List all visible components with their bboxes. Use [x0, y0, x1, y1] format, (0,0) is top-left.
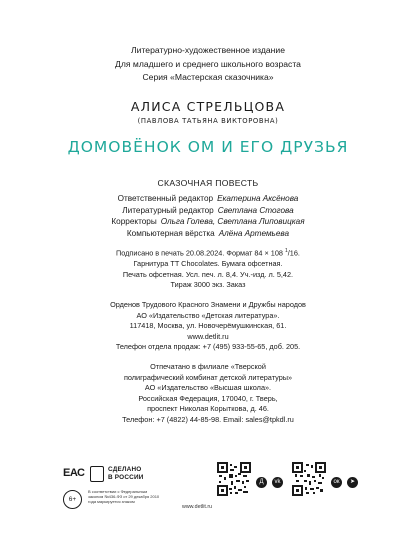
publisher-info — [0, 300, 416, 342]
eac-mark-icon: ЕАС — [63, 467, 85, 479]
credits-block — [0, 193, 416, 239]
print-info — [0, 246, 416, 291]
credit-name: Ольга Голева, Светлана Липовицкая — [160, 217, 305, 226]
book-title: ДОМОВЁНОК ОМ И ЕГО ДРУЗЬЯ — [67, 138, 349, 156]
printer-address: проспект Николая Корыткова, д. 46. — [147, 404, 269, 414]
publisher-name: АО «Издательство «Детская литература». — [136, 310, 280, 320]
ok-icon[interactable]: ок — [331, 477, 342, 488]
printer-contacts: Телефон: +7 (4822) 44-85-98. Email: sales@tpkdl.ru — [122, 414, 294, 424]
made-in-russia-logo: СДЕЛАНО В РОССИИ — [90, 466, 146, 484]
vk-icon[interactable]: vk — [272, 477, 283, 488]
author-real-name: (ПАВЛОВА ТАТЬЯНА ВИКТОРОВНА) — [137, 117, 279, 125]
printer-line: Отпечатано в филиале «Тверской — [150, 362, 266, 371]
publisher-address: 117418, Москва, ул. Новочерёмушкинская, 61. — [129, 321, 287, 331]
footer-website-link[interactable]: www.detlit.ru — [182, 504, 213, 510]
print-run-line: Тираж 3000 экз. Заказ — [170, 280, 246, 290]
credit-role: Литературный редактор — [122, 205, 214, 215]
telegram-dzen-icon[interactable]: Д — [256, 477, 267, 488]
credit-name: Светлана Стогова — [217, 205, 294, 215]
credit-role: Корректоры — [111, 217, 157, 226]
telegram-icon[interactable]: ➤ — [347, 477, 358, 488]
qr-code-icon[interactable] — [217, 462, 251, 496]
credit-row — [0, 205, 416, 217]
sales-phone: Телефон отдела продаж: +7 (495) 933-55-65, доб. 205. — [115, 342, 301, 351]
printer-line: АО «Издательство «Высшая школа». — [144, 383, 272, 393]
credit-role: Ответственный редактор — [117, 194, 214, 203]
print-font-line: Гарнитура TT Chocolates. Бумага офсетная. — [133, 259, 283, 269]
credit-row — [0, 228, 416, 240]
publisher-website-link[interactable]: www.detlit.ru — [187, 331, 229, 341]
footer — [0, 462, 416, 522]
printer-address: Российская Федерация, 170040, г. Тверь, — [138, 393, 278, 403]
printer-line: полиграфический комбинат детской литературы» — [123, 372, 293, 382]
printer-info — [0, 362, 416, 426]
qr-code-icon[interactable] — [292, 462, 326, 496]
age-group: Для младшего и среднего школьного возраста — [115, 58, 301, 69]
credit-role: Компьютерная вёрстка — [126, 228, 215, 238]
made-in-russia-icon — [90, 466, 104, 482]
print-signed-line: Подписано в печать 20.08.2024. Формат 84 × 108 $^1$/16. — [116, 248, 300, 258]
series-name: Серия «Мастерская сказочника» — [142, 72, 274, 82]
age-law-note: В соответствии с Федеральным законом №436-ФЗ от 29 декабря 2010 года маркируется знаком — [88, 489, 160, 504]
edition-info — [0, 44, 416, 85]
edition-type: Литературно-художественное издание — [131, 45, 285, 55]
credit-row — [0, 216, 416, 228]
credit-name: Алёна Артемьева — [218, 228, 290, 238]
publisher-line: Орденов Трудового Красного Знамени и Дружбы народов — [110, 300, 306, 309]
credit-name: Екатерина Аксёнова — [217, 194, 299, 203]
age-rating-badge: 6+ — [63, 490, 82, 509]
book-genre: СКАЗОЧНАЯ ПОВЕСТЬ — [157, 178, 259, 188]
credit-row — [0, 193, 416, 205]
author-name: АЛИСА СТРЕЛЬЦОВА — [130, 99, 286, 114]
print-sheets-line: Печать офсетная. Усл. печ. л. 8,4. Уч.-изд. л. 5,42. — [122, 269, 294, 279]
